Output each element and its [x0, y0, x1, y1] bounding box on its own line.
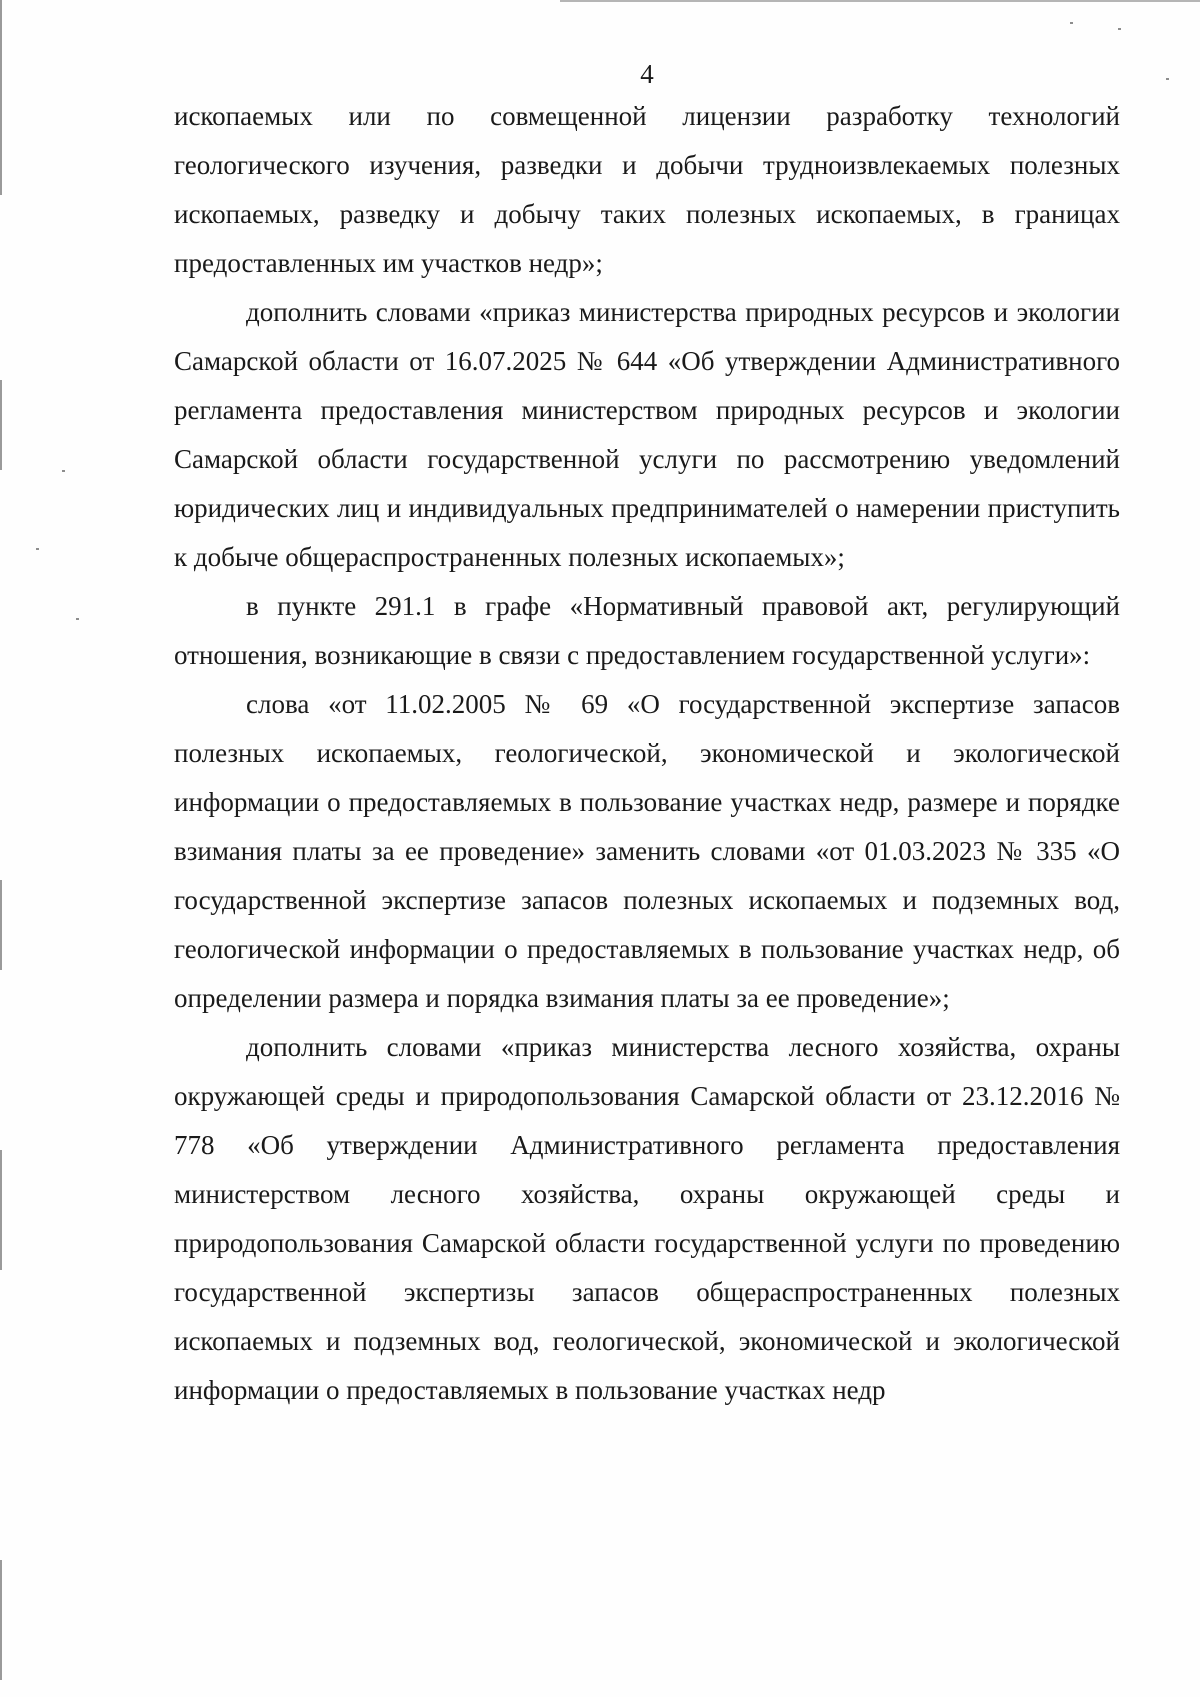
page-number	[174, 58, 1120, 90]
paragraph: слова «от 11.02.2005 № 69 «О государственной экспертизе запасов полезных ископаемых, геологической, экономической и экологической информации о предоставляемых в пользование участках недр, размере и порядке взимания платы за ее проведение» заменить словами «от 01.03.2023 № 335 «О государственной экспертизе запасов полезных ископаемых и подземных вод, геологической информации о предоставляемых в пользование участках недр, об определении размера и порядка взимания платы за ее проведение»;	[174, 689, 1120, 1013]
paragraph: в пункте 291.1 в графе «Нормативный правовой акт, регулирующий отношения, возникающие в связи с предоставлением государственной услуги»:	[174, 591, 1120, 670]
paragraph: дополнить словами «приказ министерства природных ресурсов и экологии Самарской области от 16.07.2025 № 644 «Об утверждении Административного регламента предоставления министерством природных ресурсов и экологии Самарской области государственной услуги по рассмотрению уведомлений юридических лиц и индивидуальных предпринимателей о намерении приступить к добыче общераспространенных полезных ископаемых»;	[174, 297, 1120, 572]
scan-speck	[1166, 78, 1169, 80]
paragraph: дополнить словами «приказ министерства лесного хозяйства, охраны окружающей среды и природопользования Самарской области от 23.12.2016 № 778 «Об утверждении Административного регламента предоставления министерством лесного хозяйства, охраны окружающей среды и природопользования Самарской области государственной услуги по проведению государственной экспертизы запасов общераспространенных полезных ископаемых и подземных вод, геологической, экономической и экологической информации о предоставляемых в пользование участках недр	[174, 1032, 1120, 1405]
scan-speck	[1070, 22, 1073, 24]
scan-edge-left	[0, 1150, 2, 1270]
scan-edge-left	[0, 1560, 2, 1680]
scan-edge-left	[0, 880, 2, 970]
scan-speck	[62, 470, 65, 472]
scan-edge-left	[0, 380, 2, 470]
scan-edge-top	[560, 0, 1200, 2]
scan-speck	[76, 618, 79, 620]
scan-edge-left	[0, 0, 2, 195]
body-text	[174, 92, 1120, 1415]
scan-speck	[36, 548, 39, 550]
paragraph: ископаемых или по совмещенной лицензии разработку технологий геологического изучения, разведки и добычи трудноизвлекаемых полезных ископаемых, разведку и добычу таких полезных ископаемых, в границах предоставленных им участков недр»;	[174, 101, 1120, 278]
scan-speck	[1118, 28, 1121, 30]
page-number-text: 4	[640, 59, 654, 89]
